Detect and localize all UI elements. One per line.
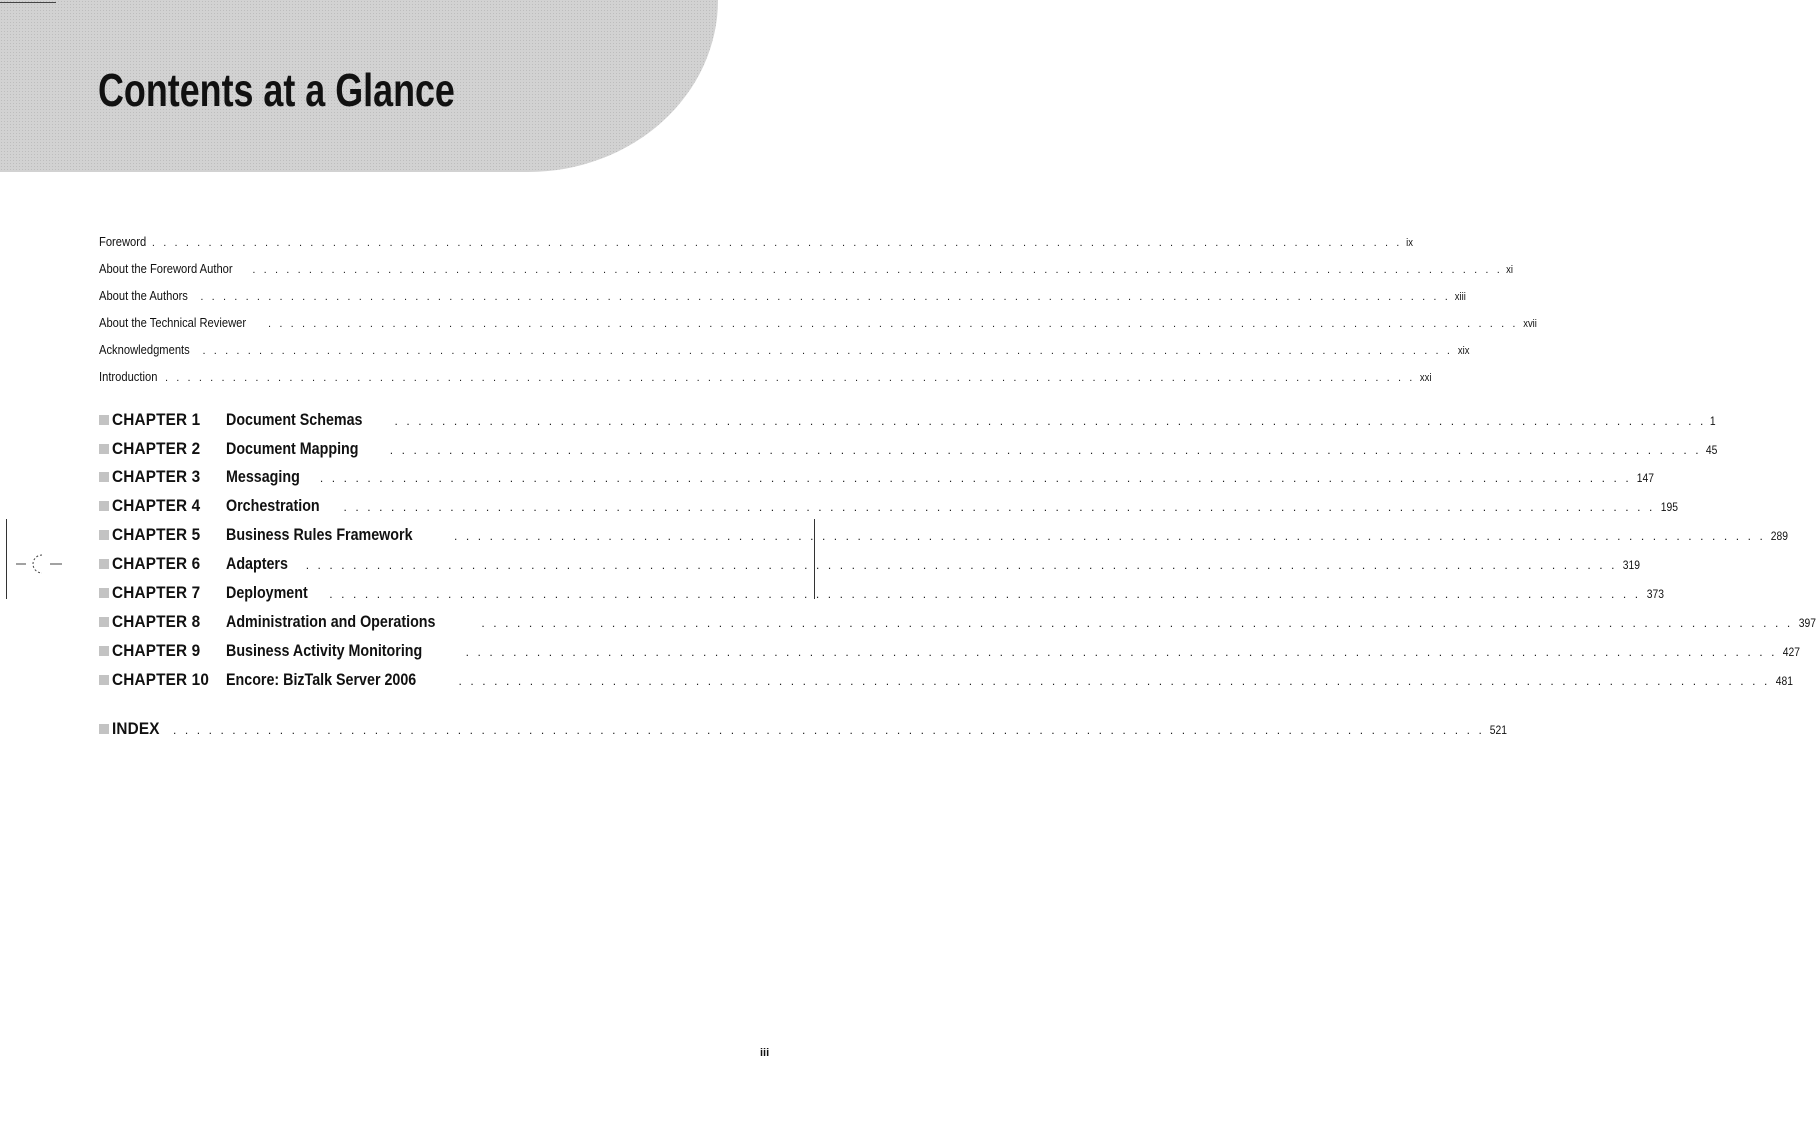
toc-entry-title: Introduction <box>99 369 158 384</box>
toc-chapter-2[interactable] <box>99 437 1718 461</box>
dot-leader: . . . . . . . . . . . . . . . . . . . . . . . . . . . . . . . . . . . . . . . . . . . . . . . . . . . . . . . . . . . . . . . . . . . . . . . . . . . . . . . . . . . . . . . . . . . . . . . . . . . . . . . . . . . . . . . <box>252 264 1503 276</box>
chapter-title: Document Mapping <box>226 439 359 458</box>
page-number: 319 <box>1622 558 1641 572</box>
toc-chapter-5[interactable] <box>99 523 1789 547</box>
chapter-label: CHAPTER 5 <box>112 525 201 544</box>
page-title: Contents at a Glance <box>98 64 455 116</box>
chapter-marker-icon <box>99 415 109 425</box>
crop-mark-top <box>0 2 56 3</box>
chapter-title: Messaging <box>226 467 300 486</box>
page-folio: iii <box>760 1047 770 1059</box>
page-number: xi <box>1506 264 1514 276</box>
chapter-label: CHAPTER 9 <box>112 641 201 660</box>
toc-entry-foreword[interactable] <box>99 233 1413 251</box>
dot-leader: . . . . . . . . . . . . . . . . . . . . . . . . . . . . . . . . . . . . . . . . . . . . . . . . . . . . . . . . . . . . . . . . . . . . . . . . . . . . . . . . . . . . . . . . . . . . . . . . . . . . . . . . . . . . . . . <box>319 471 1632 485</box>
dot-leader: . . . . . . . . . . . . . . . . . . . . . . . . . . . . . . . . . . . . . . . . . . . . . . . . . . . . . . . . . . . . . . . . . . . . . . . . . . . . . . . . . . . . . . . . . . . . . . . . . . . . . . . . . . . . . . . <box>465 645 1778 659</box>
chapter-label: CHAPTER 8 <box>112 612 201 631</box>
toc-chapter-10[interactable] <box>99 668 1793 692</box>
chapter-title: Orchestration <box>226 496 320 515</box>
toc-entry-about-technical-reviewer[interactable] <box>99 314 1537 332</box>
chapter-marker-icon <box>99 646 109 656</box>
chapter-title: Adapters <box>226 554 288 573</box>
toc-entry-about-foreword-author[interactable] <box>99 260 1514 278</box>
chapter-marker-icon <box>99 530 109 540</box>
dot-leader: . . . . . . . . . . . . . . . . . . . . . . . . . . . . . . . . . . . . . . . . . . . . . . . . . . . . . . . . . . . . . . . . . . . . . . . . . . . . . . . . . . . . . . . . . . . . . . . . . . . . . . . . . . . . . . . <box>151 237 1402 249</box>
toc-entry-title: Acknowledgments <box>99 342 190 357</box>
toc-chapter-9[interactable] <box>99 639 1801 663</box>
page-number: ix <box>1406 237 1413 249</box>
chapter-marker-icon <box>99 559 109 569</box>
toc-entry-title: Foreword <box>99 234 147 249</box>
chapter-label: CHAPTER 2 <box>112 439 201 458</box>
index-marker-icon <box>99 724 109 734</box>
dot-leader: . . . . . . . . . . . . . . . . . . . . . . . . . . . . . . . . . . . . . . . . . . . . . . . . . . . . . . . . . . . . . . . . . . . . . . . . . . . . . . . . . . . . . . . . . . . . . . . . . . . . . . . . . . . . . . . <box>389 443 1702 457</box>
index-label: INDEX <box>112 719 160 738</box>
dot-leader: . . . . . . . . . . . . . . . . . . . . . . . . . . . . . . . . . . . . . . . . . . . . . . . . . . . . . . . . . . . . . . . . . . . . . . . . . . . . . . . . . . . . . . . . . . . . . . . . . . . . . . . . . . . . . . . <box>343 500 1655 514</box>
dot-leader: . . . . . . . . . . . . . . . . . . . . . . . . . . . . . . . . . . . . . . . . . . . . . . . . . . . . . . . . . . . . . . . . . . . . . . . . . . . . . . . . . . . . . . . . . . . . . . . . . . . . . . . . . . . . . . . <box>200 291 1451 303</box>
page-number: xvii <box>1523 318 1537 330</box>
chapter-label: CHAPTER 3 <box>112 467 201 486</box>
chapter-label: CHAPTER 6 <box>112 554 201 573</box>
chapter-marker-icon <box>99 472 109 482</box>
chapter-marker-icon <box>99 675 109 685</box>
dot-leader: . . . . . . . . . . . . . . . . . . . . . . . . . . . . . . . . . . . . . . . . . . . . . . . . . . . . . . . . . . . . . . . . . . . . . . . . . . . . . . . . . . . . . . . . . . . . . . . . . . . . . . . . . . . . . . . <box>305 558 1618 572</box>
page-number: 289 <box>1771 529 1789 543</box>
dot-leader: . . . . . . . . . . . . . . . . . . . . . . . . . . . . . . . . . . . . . . . . . . . . . . . . . . . . . . . . . . . . . . . . . . . . . . . . . . . . . . . . . . . . . . . . . . . . . . . . . . . . . . . . . . . . . . . <box>329 587 1641 601</box>
chapter-label: CHAPTER 10 <box>112 670 210 689</box>
page-number: 521 <box>1490 723 1508 737</box>
toc-chapter-6[interactable] <box>99 552 1641 576</box>
page-number: 427 <box>1782 645 1801 659</box>
registration-mark-icon <box>16 551 62 577</box>
dot-leader: . . . . . . . . . . . . . . . . . . . . . . . . . . . . . . . . . . . . . . . . . . . . . . . . . . . . . . . . . . . . . . . . . . . . . . . . . . . . . . . . . . . . . . . . . . . . . . . . . . . . . . . . . . . . . . . <box>172 723 1485 737</box>
chapter-title: Business Rules Framework <box>226 525 413 544</box>
toc-entry-title: About the Foreword Author <box>99 261 233 276</box>
chapter-marker-icon <box>99 501 109 511</box>
toc-entry-title: About the Technical Reviewer <box>99 315 247 330</box>
dot-leader: . . . . . . . . . . . . . . . . . . . . . . . . . . . . . . . . . . . . . . . . . . . . . . . . . . . . . . . . . . . . . . . . . . . . . . . . . . . . . . . . . . . . . . . . . . . . . . . . . . . . . . . . . . . . . . . <box>202 345 1453 357</box>
toc-entry-introduction[interactable] <box>99 368 1432 386</box>
dot-leader: . . . . . . . . . . . . . . . . . . . . . . . . . . . . . . . . . . . . . . . . . . . . . . . . . . . . . . . . . . . . . . . . . . . . . . . . . . . . . . . . . . . . . . . . . . . . . . . . . . . . . . . . . . . . . . . <box>394 414 1706 428</box>
page-number: 397 <box>1798 616 1816 630</box>
dot-leader: . . . . . . . . . . . . . . . . . . . . . . . . . . . . . . . . . . . . . . . . . . . . . . . . . . . . . . . . . . . . . . . . . . . . . . . . . . . . . . . . . . . . . . . . . . . . . . . . . . . . . . . . . . . . . . . <box>454 529 1766 543</box>
dot-leader: . . . . . . . . . . . . . . . . . . . . . . . . . . . . . . . . . . . . . . . . . . . . . . . . . . . . . . . . . . . . . . . . . . . . . . . . . . . . . . . . . . . . . . . . . . . . . . . . . . . . . . . . . . . . . . . <box>164 372 1415 384</box>
dot-leader: . . . . . . . . . . . . . . . . . . . . . . . . . . . . . . . . . . . . . . . . . . . . . . . . . . . . . . . . . . . . . . . . . . . . . . . . . . . . . . . . . . . . . . . . . . . . . . . . . . . . . . . . . . . . . . . <box>268 318 1519 330</box>
chapter-marker-icon <box>99 588 109 598</box>
chapter-title: Deployment <box>226 583 308 602</box>
dot-leader: . . . . . . . . . . . . . . . . . . . . . . . . . . . . . . . . . . . . . . . . . . . . . . . . . . . . . . . . . . . . . . . . . . . . . . . . . . . . . . . . . . . . . . . . . . . . . . . . . . . . . . . . . . . . . . . <box>458 674 1770 688</box>
toc-index[interactable] <box>99 717 1508 741</box>
chapter-marker-icon <box>99 444 109 454</box>
page-number: 195 <box>1660 500 1678 514</box>
chapter-title: Business Activity Monitoring <box>226 641 423 660</box>
toc-entry-acknowledgments[interactable] <box>99 341 1469 359</box>
chapter-marker-icon <box>99 617 109 627</box>
toc-entry-title: About the Authors <box>99 288 188 303</box>
toc-chapter-3[interactable] <box>99 465 1655 489</box>
toc-chapter-8[interactable] <box>99 610 1816 634</box>
dot-leader: . . . . . . . . . . . . . . . . . . . . . . . . . . . . . . . . . . . . . . . . . . . . . . . . . . . . . . . . . . . . . . . . . . . . . . . . . . . . . . . . . . . . . . . . . . . . . . . . . . . . . . . . . . . . . . . <box>481 616 1793 630</box>
chapter-title: Document Schemas <box>226 410 363 429</box>
chapter-title: Encore: BizTalk Server 2006 <box>226 670 417 689</box>
page-number: 147 <box>1637 471 1655 485</box>
toc-entry-about-authors[interactable] <box>99 287 1467 305</box>
page-number: 45 <box>1706 443 1718 457</box>
crop-mark-left <box>6 519 7 599</box>
chapter-title: Administration and Operations <box>226 612 436 631</box>
toc-chapter-4[interactable] <box>99 494 1678 518</box>
chapter-label: CHAPTER 1 <box>112 410 201 429</box>
page-number: 373 <box>1646 587 1664 601</box>
chapter-label: CHAPTER 4 <box>112 496 201 515</box>
toc-chapter-7[interactable] <box>99 581 1664 605</box>
page-number: 481 <box>1775 674 1793 688</box>
page-number: xxi <box>1419 372 1432 384</box>
page-number: 1 <box>1709 414 1716 428</box>
page-number: xiii <box>1455 291 1467 303</box>
page-number: xix <box>1457 345 1469 357</box>
toc-chapter-1[interactable] <box>99 408 1716 432</box>
chapter-label: CHAPTER 7 <box>112 583 201 602</box>
